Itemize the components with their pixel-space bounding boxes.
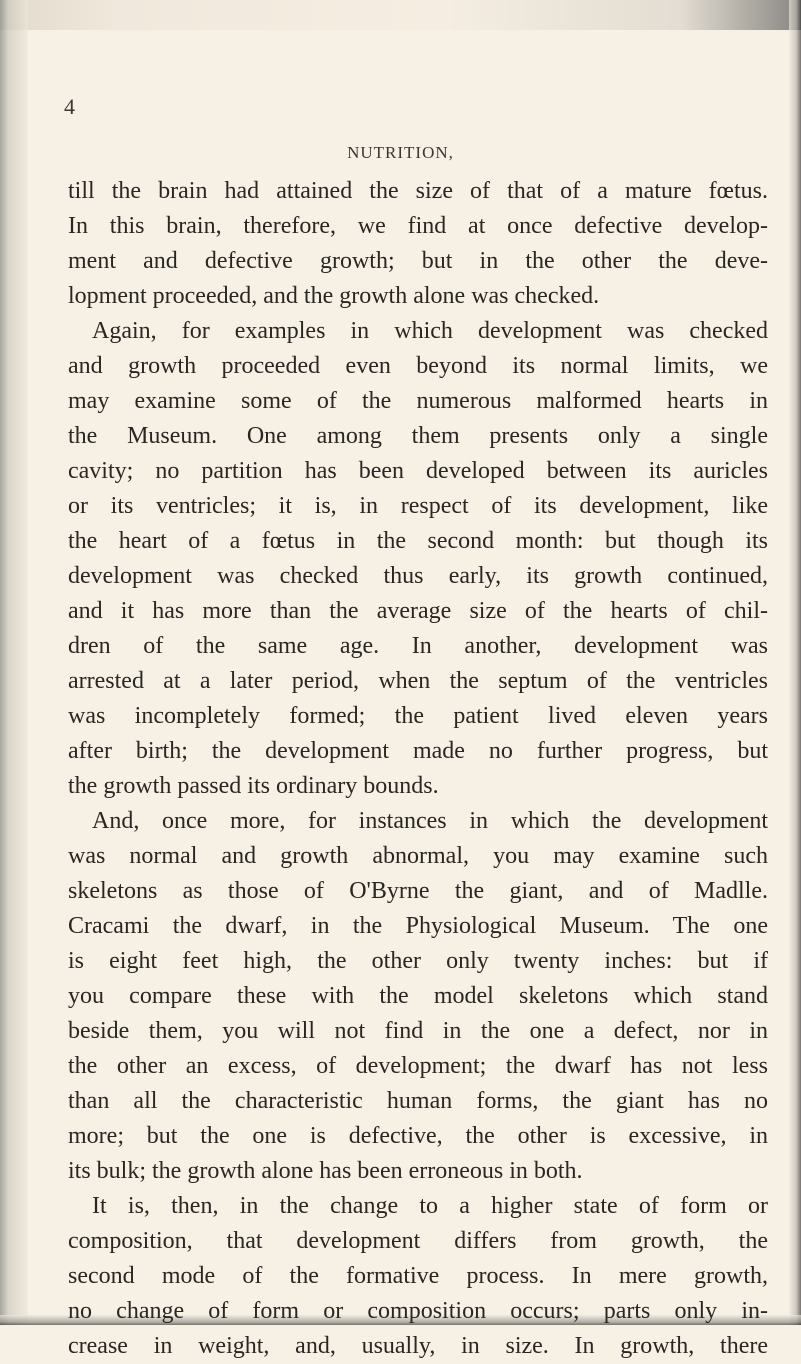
text-line: is eight feet high, the other only twenty inches: but if [68,948,768,974]
text-line: development was checked thus early, its growth continued, [68,563,768,589]
text-line: arrested at a later period, when the septum of the ventricles [68,668,768,694]
text-line: may examine some of the numerous malformed hearts in [68,388,768,414]
text-line: In this brain, therefore, we find at once defective develop- [68,213,768,239]
text-line: the growth passed its ordinary bounds. [68,773,439,799]
text-line: and growth proceeded even beyond its normal limits, we [68,353,768,379]
text-line: dren of the same age. In another, development was [68,633,768,659]
text-line: crease in weight, and, usually, in size. In growth, there [68,1333,768,1359]
text-line: And, once more, for instances in which the development [92,808,768,834]
scan-top-edge [0,0,801,30]
text-line: beside them, you will not find in the one a defect, nor in [68,1018,768,1044]
text-line: was incompletely formed; the patient lived eleven years [68,703,768,729]
text-line: skeletons as those of O'Byrne the giant, and of Madlle. [68,878,768,904]
text-line: It is, then, in the change to a higher state of form or [92,1193,768,1219]
text-line: second mode of the formative process. In mere growth, [68,1263,768,1289]
page-number: 4 [64,94,75,119]
text-line: no change of form or composition occurs; parts only in- [68,1298,768,1324]
text-line: Cracami the dwarf, in the Physiological Museum. The one [68,913,768,939]
text-line: Again, for examples in which development was checked [92,318,768,344]
text-line: was normal and growth abnormal, you may examine such [68,843,768,869]
running-header: NUTRITION, [347,143,454,162]
text-line: the other an excess, of development; the dwarf has not less [68,1053,768,1079]
text-line: after birth; the development made no further progress, but [68,738,768,764]
text-line: lopment proceeded, and the growth alone was checked. [68,283,600,309]
text-line: composition, that development differs from growth, the [68,1228,768,1254]
text-line: you compare these with the model skeletons which stand [68,983,768,1009]
body-text [68,174,768,1364]
text-line: or its ventricles; it is, in respect of its development, like [68,493,768,519]
text-line: than all the characteristic human forms, the giant has no [68,1088,768,1114]
text-line: the heart of a fœtus in the second month: but though its [68,528,768,554]
text-line: ment and defective growth; but in the other the deve- [68,248,768,274]
text-line: till the brain had attained the size of that of a mature fœtus. [68,178,768,204]
scan-left-edge [0,0,28,1325]
text-line: the Museum. One among them presents only a single [68,423,768,449]
text-line: its bulk; the growth alone has been erroneous in both. [68,1158,583,1184]
text-line: more; but the one is defective, the other is excessive, in [68,1123,768,1149]
text-line: and it has more than the average size of the hearts of chil- [68,598,768,624]
text-line: cavity; no partition has been developed between its auricles [68,458,768,484]
scan-right-edge [789,0,801,1325]
